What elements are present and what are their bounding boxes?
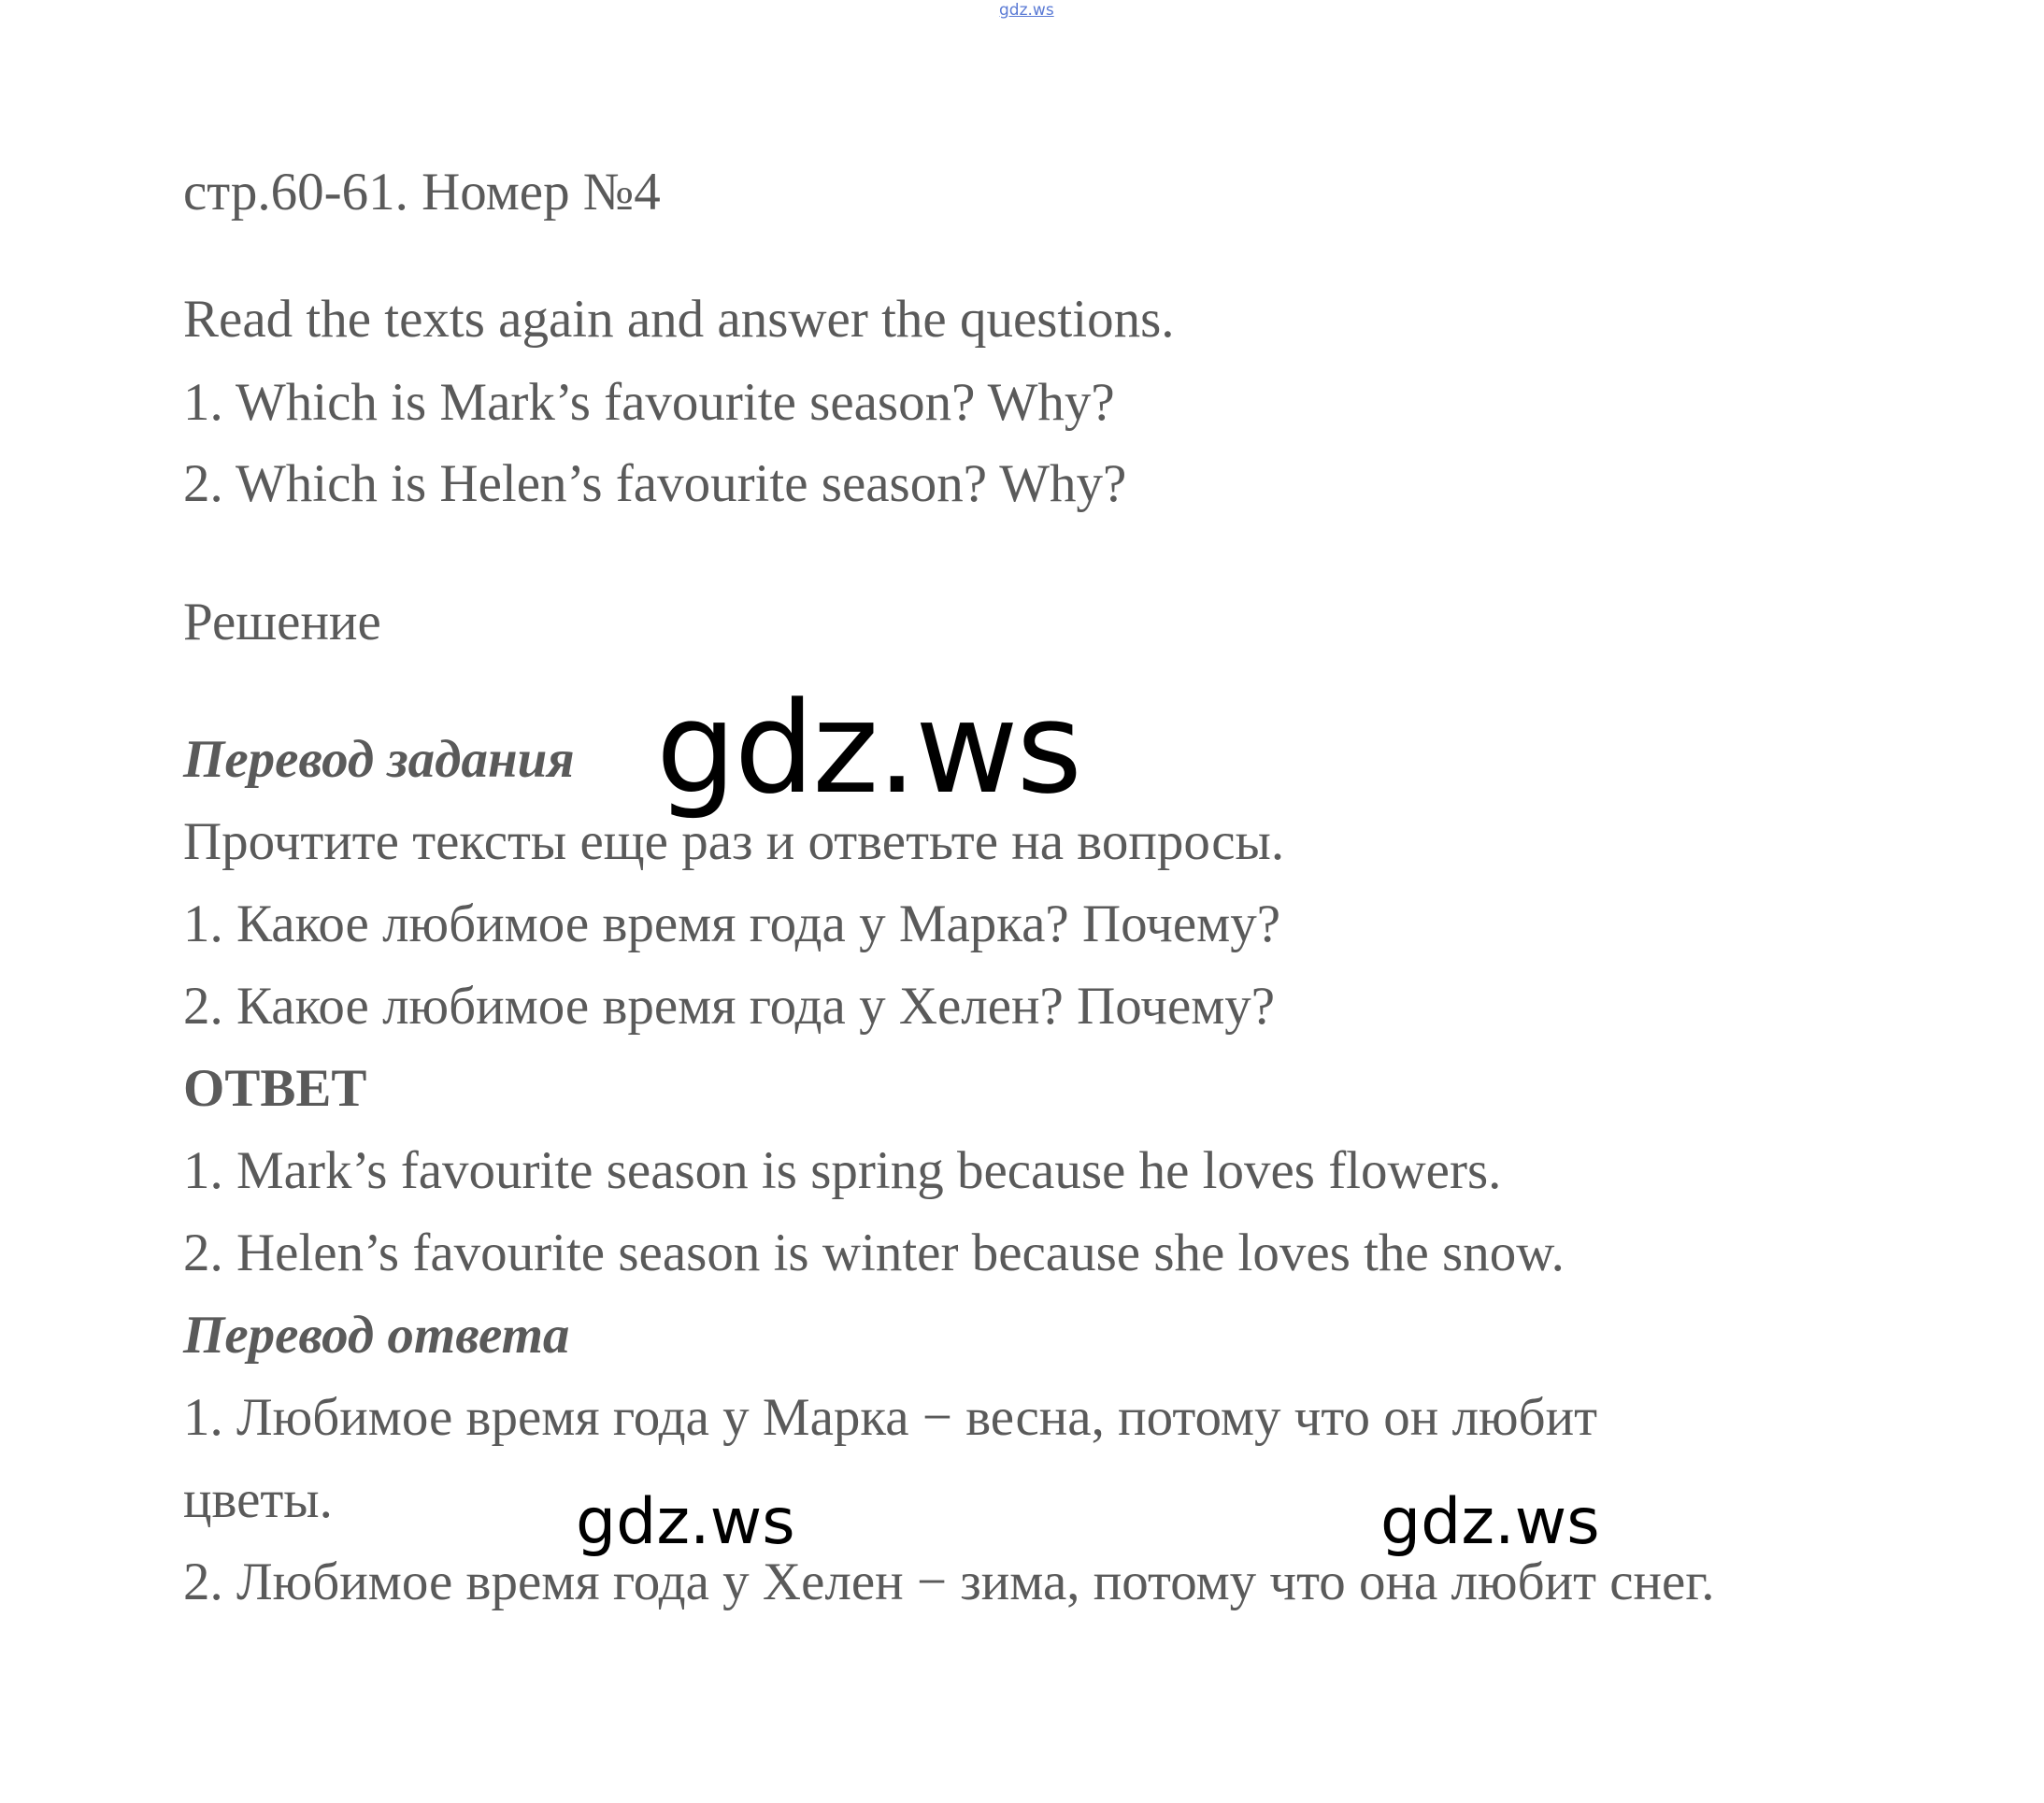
answer-translation-heading: Перевод ответа xyxy=(183,1306,570,1365)
task-question: 1. Which is Mark’s favourite season? Why? xyxy=(183,373,1115,432)
watermark-large: gdz.ws xyxy=(656,675,1080,822)
task-translation-line: 1. Какое любимое время года у Марка? Почему? xyxy=(183,894,1281,953)
answer-line: 2. Helen’s favourite season is winter because she loves the snow. xyxy=(183,1223,1565,1282)
task-translation-heading: Перевод задания xyxy=(183,730,575,789)
solution-label: Решение xyxy=(183,593,381,651)
watermark-small-left: gdz.ws xyxy=(576,1485,795,1559)
task-question: 2. Which is Helen’s favourite season? Why? xyxy=(183,454,1127,513)
task-translation-line: 2. Какое любимое время года у Хелен? Почему? xyxy=(183,977,1276,1036)
task-instruction: Read the texts again and answer the questions. xyxy=(183,290,1175,349)
watermark-top[interactable]: gdz.ws xyxy=(999,1,1054,20)
watermark-small-right: gdz.ws xyxy=(1380,1485,1600,1559)
answer-translation-line: 1. Любимое время года у Марка − весна, потому что он любит xyxy=(183,1388,1598,1447)
answer-translation-line: 2. Любимое время года у Хелен − зима, потому что она любит снег. xyxy=(183,1553,1715,1611)
answer-heading: ОТВЕТ xyxy=(183,1059,367,1118)
answer-translation-line: цветы. xyxy=(183,1470,333,1529)
answer-line: 1. Mark’s favourite season is spring because he loves flowers. xyxy=(183,1141,1502,1200)
task-translation-line: Прочтите тексты еще раз и ответьте на вопросы. xyxy=(183,812,1285,871)
page-title: стр.60-61. Номер №4 xyxy=(183,163,661,222)
